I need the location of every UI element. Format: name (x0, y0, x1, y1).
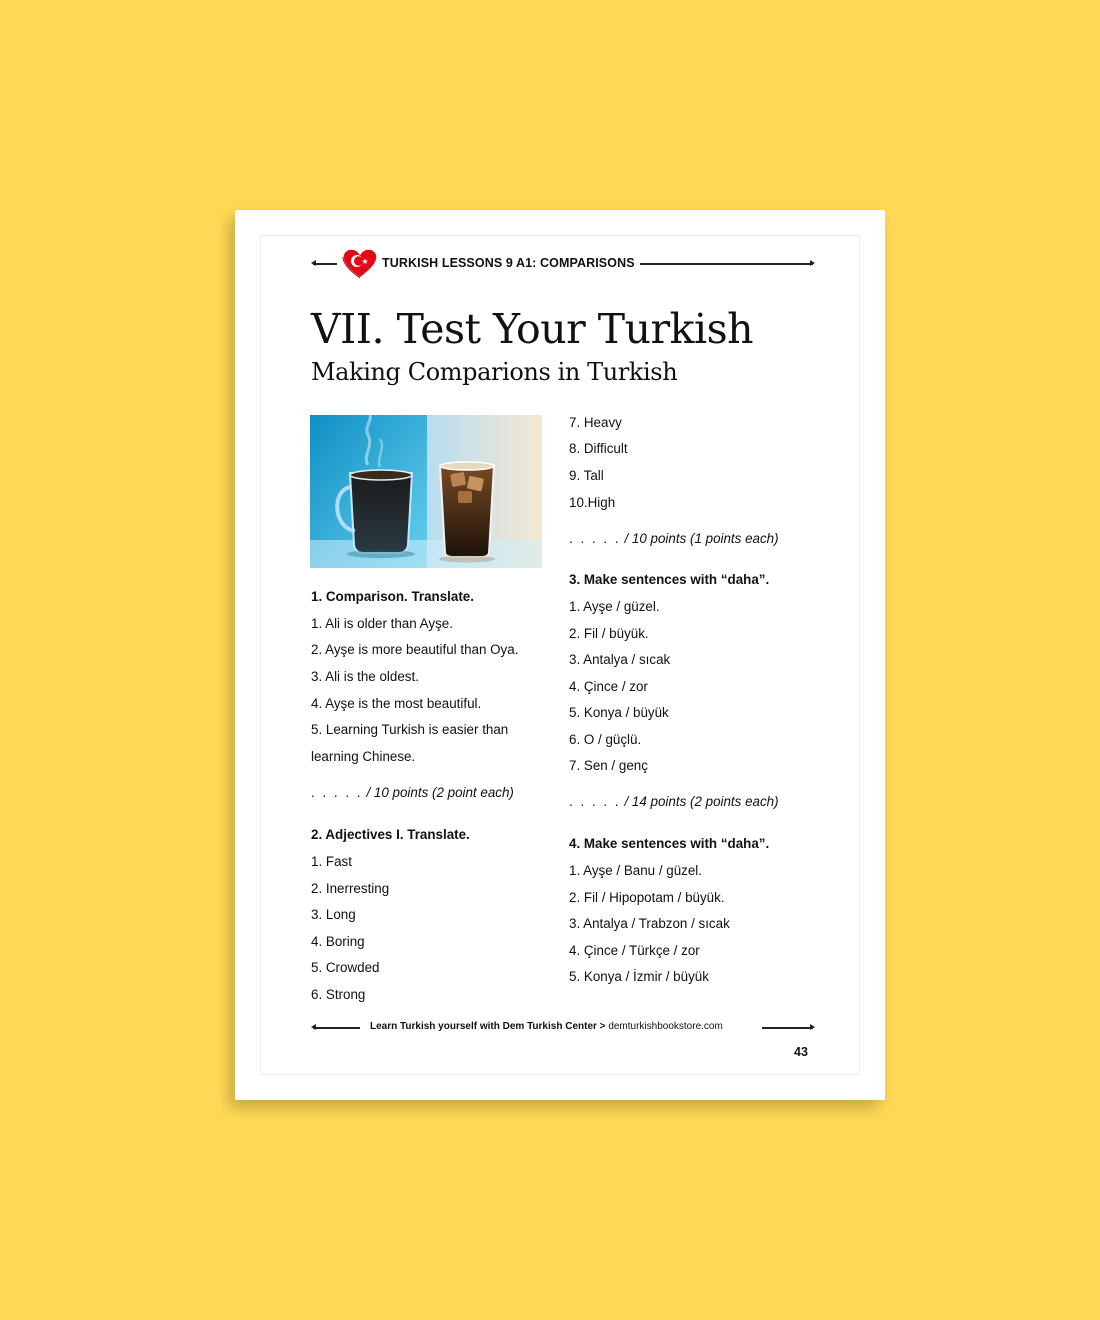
page-title: VII. Test Your Turkish (311, 305, 754, 353)
section4-item: 3. Antalya / Trabzon / sıcak (569, 916, 730, 931)
footer-separator: > (596, 1021, 609, 1032)
footer-tagline: Learn Turkish yourself with Dem Turkish Center (370, 1021, 597, 1032)
section3-item: 1. Ayşe / güzel. (569, 599, 660, 614)
section2-item: 10.High (569, 495, 616, 510)
section2-item: 8. Difficult (569, 441, 628, 456)
footer-rule-left (313, 1027, 360, 1029)
score-dots: . . . . . (569, 794, 621, 809)
header-rule-left (313, 263, 337, 265)
page-footer (313, 1020, 813, 1036)
score-dots: . . . . . (311, 785, 363, 800)
score-text: / 10 points (1 points each) (624, 531, 779, 546)
section1-score (311, 785, 514, 800)
section1-item: 5. Learning Turkish is easier than (311, 722, 509, 737)
page-subtitle: Making Comparions in Turkish (311, 358, 678, 386)
section3-item: 3. Antalya / sıcak (569, 652, 671, 667)
section2-item: 4. Boring (311, 934, 365, 949)
section3-item: 5. Konya / büyük (569, 705, 669, 720)
section4-item: 2. Fil / Hipopotam / büyük. (569, 890, 725, 905)
section3-item: 7. Sen / genç (569, 758, 648, 773)
header-title: TURKISH LESSONS 9 A1: COMPARISONS (382, 256, 635, 270)
section4-item: 4. Çince / Türkçe / zor (569, 943, 700, 958)
section2-item: 5. Crowded (311, 960, 380, 975)
page-header (313, 248, 813, 278)
section3-score (569, 794, 779, 809)
footer-text (370, 1021, 723, 1032)
turkish-flag-heart-icon (342, 248, 378, 280)
section1-item: 4. Ayşe is the most beautiful. (311, 696, 482, 711)
section2-item: 6. Strong (311, 987, 366, 1002)
section1-heading: 1. Comparison. Translate. (311, 589, 474, 604)
section1-item: 1. Ali is older than Ayşe. (311, 616, 453, 631)
coffee-and-iced-coffee-image (310, 415, 542, 568)
section2-heading: 2. Adjectives I. Translate. (311, 827, 470, 842)
section4-item: 1. Ayşe / Banu / güzel. (569, 863, 703, 878)
section2-item: 3. Long (311, 907, 356, 922)
footer-rule-right (762, 1027, 813, 1029)
section3-item: 4. Çince / zor (569, 679, 648, 694)
section1-item: 2. Ayşe is more beautiful than Oya. (311, 642, 519, 657)
section4-heading: 4. Make sentences with “daha”. (569, 836, 770, 851)
header-rule-right (640, 263, 813, 265)
section4-item: 5. Konya / İzmir / büyük (569, 969, 709, 984)
footer-url-link[interactable]: demturkishbookstore.com (608, 1021, 723, 1032)
section3-item: 2. Fil / büyük. (569, 626, 649, 641)
page-number: 43 (794, 1045, 808, 1059)
section2-score (569, 531, 779, 546)
section2-item: 2. Inerresting (311, 881, 390, 896)
section1-item: learning Chinese. (311, 749, 416, 764)
score-dots: . . . . . (569, 531, 621, 546)
document-page (235, 210, 885, 1100)
score-text: / 10 points (2 point each) (366, 785, 514, 800)
section1-item: 3. Ali is the oldest. (311, 669, 419, 684)
section2-item: 9. Tall (569, 468, 604, 483)
score-text: / 14 points (2 points each) (624, 794, 779, 809)
section3-item: 6. O / güçlü. (569, 732, 642, 747)
section3-heading: 3. Make sentences with “daha”. (569, 572, 770, 587)
section2-item: 7. Heavy (569, 415, 622, 430)
section2-item: 1. Fast (311, 854, 352, 869)
